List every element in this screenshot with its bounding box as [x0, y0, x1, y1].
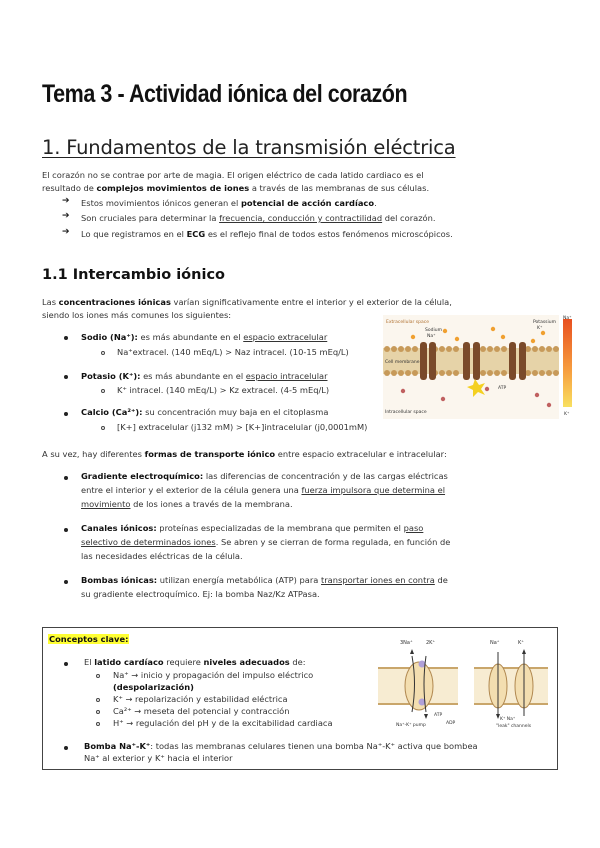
bar-top-label: Na⁺ — [563, 316, 572, 321]
pump-label: Na⁺-K⁺ pump — [396, 723, 426, 728]
intro-line-1: El corazón no se contrae por arte de magia. El origen eléctrico de cada latido cardiaco es el — [42, 170, 424, 180]
pumps-line-2: su gradiente electroquímico. Ej: la bomba Naz/Kz ATPasa. — [81, 589, 320, 599]
sodium-label: Sodium — [425, 328, 442, 333]
ion-calcium: Calcio (Ca²⁺): su concentración muy baja en el citoplasma — [81, 407, 329, 417]
pump-atp-label: ATP — [434, 713, 443, 718]
pump-membrane — [378, 649, 458, 719]
bullet-icon — [64, 580, 68, 584]
pump-channel-figure — [372, 634, 550, 730]
bar-bottom-label: K⁺ — [564, 412, 570, 417]
potassium-ion-label: K⁺ — [537, 326, 543, 331]
circle-bullet-icon — [96, 698, 100, 702]
section-1-1-heading: 1.1 Intercambio iónico — [42, 267, 225, 283]
leak-ions-label: K⁺ Na⁺ — [500, 717, 516, 722]
concept-sub-3: Ca²⁺ → meseta del potencial y contracción — [113, 706, 290, 716]
pump-line-2: Na⁺ al exterior y K⁺ hacia el interior — [84, 753, 233, 763]
bullet-icon — [64, 746, 68, 750]
bullet-icon — [64, 476, 68, 480]
leak-k-label: K⁺ — [518, 640, 524, 646]
pumps-line-1: Bombas iónicas: utilizan energía metabólica (ATP) para transportar iones en contra de — [81, 575, 448, 585]
pump-3na-label: 3Na⁺ — [400, 640, 413, 646]
leak-na-label: Na⁺ — [490, 640, 500, 646]
arrow-icon: ➔ — [62, 196, 70, 206]
bullet-icon — [64, 336, 68, 340]
ion-potassium: Potasio (K⁺): es más abundante en el espacio intracelular — [81, 371, 328, 381]
bullet-icon — [64, 528, 68, 532]
bullet-icon — [64, 375, 68, 379]
circle-bullet-icon — [101, 426, 105, 430]
potassium-label: Potassium — [533, 320, 557, 325]
pump-adp-label: ADP — [446, 721, 456, 726]
circle-bullet-icon — [101, 351, 105, 355]
intro-line-2: resultado de complejos movimientos de iones a través de las membranas de sus células. — [42, 183, 430, 193]
concept-sub-4: H⁺ → regulación del pH y de la excitabilidad cardiaca — [113, 718, 333, 728]
membrane-ion-figure — [383, 315, 575, 419]
ion-sodium-detail: Na⁺extracel. (140 mEq/L) > Naz intracel. (10-15 mEq/L) — [117, 347, 349, 357]
concept-sub-2: K⁺ → repolarización y estabilidad eléctrica — [113, 694, 288, 704]
concept-sub-1b: (despolarización) — [113, 682, 194, 692]
pump-2k-label: 2K⁺ — [426, 640, 436, 646]
key-concepts-label: Conceptos clave: — [49, 634, 129, 644]
channels-line-1: Canales iónicos: proteínas especializadas de la membrana que permiten el paso — [81, 523, 424, 533]
atp-label: ATP — [498, 386, 507, 391]
bullet-icon — [64, 662, 68, 666]
circle-bullet-icon — [101, 389, 105, 393]
page-title: Tema 3 - Actividad iónica del corazón — [42, 80, 408, 108]
pump-line-1: Bomba Na⁺-K⁺: todas las membranas celulares tienen una bomba Na⁺-K⁺ activa que bombea — [84, 741, 478, 751]
ion-calcium-detail: [K+] extracelular (j132 mM) > [K+]intracelular (j0,0001mM) — [117, 422, 368, 432]
channels-line-2: selectivo de determinados iones. Se abren y se cierran de forma regulada, en función de — [81, 537, 451, 547]
ion-sodium: Sodio (Na⁺): es más abundante en el espacio extracelular — [81, 332, 328, 342]
point-1: Estos movimientos iónicos generan el potencial de acción cardíaco. — [81, 198, 377, 208]
arrow-icon: ➔ — [62, 211, 70, 221]
intracellular-label: Intracellular space — [385, 410, 427, 415]
arrow-icon: ➔ — [62, 227, 70, 237]
circle-bullet-icon — [96, 710, 100, 714]
transport-intro: A su vez, hay diferentes formas de transporte iónico entre espacio extracelular e intracelular: — [42, 449, 447, 459]
point-2: Son cruciales para determinar la frecuencia, conducción y contractilidad del corazón. — [81, 213, 436, 223]
concept-sub-1: Na⁺ → inicio y propagación del impulso eléctrico — [113, 670, 314, 680]
section-1-heading: 1. Fundamentos de la transmisión eléctrica — [42, 136, 456, 159]
concentrations-line-2: siendo los iones más comunes los siguientes: — [42, 310, 232, 320]
membrane-label: Cell membrane — [385, 360, 420, 365]
bullet-icon — [64, 412, 68, 416]
gradient-bar — [563, 319, 572, 407]
point-3: Lo que registramos en el ECG es el reflejo final de todos estos fenómenos microscópicos. — [81, 229, 453, 239]
gradient-line-3: movimiento de los iones a través de la membrana. — [81, 499, 293, 509]
channels-line-3: las necesidades eléctricas de la célula. — [81, 551, 243, 561]
concentrations-line-1: Las concentraciones iónicas varían significativamente entre el interior y el exterior de la célula, — [42, 297, 452, 307]
ion-potassium-detail: K⁺ intracel. (140 mEq/L) > Kz extracel. (4-5 mEq/L) — [117, 385, 330, 395]
concepts-bullet-1: El latido cardíaco requiere niveles adecuados de: — [84, 657, 306, 667]
gradient-line-2: entre el interior y el exterior de la célula genera una fuerza impulsora que determina el — [81, 485, 446, 495]
circle-bullet-icon — [96, 722, 100, 726]
leak-membrane — [474, 649, 548, 719]
circle-bullet-icon — [96, 674, 100, 678]
gradient-line-1: Gradiente electroquímico: las diferencias de concentración y de las cargas eléctricas — [81, 471, 448, 481]
channel-proteins — [420, 342, 526, 380]
leak-channels-label: "leak" channels — [496, 724, 532, 729]
extracellular-label: Extracellular space — [386, 320, 429, 325]
sodium-ion-label: Na⁺ — [427, 334, 436, 339]
